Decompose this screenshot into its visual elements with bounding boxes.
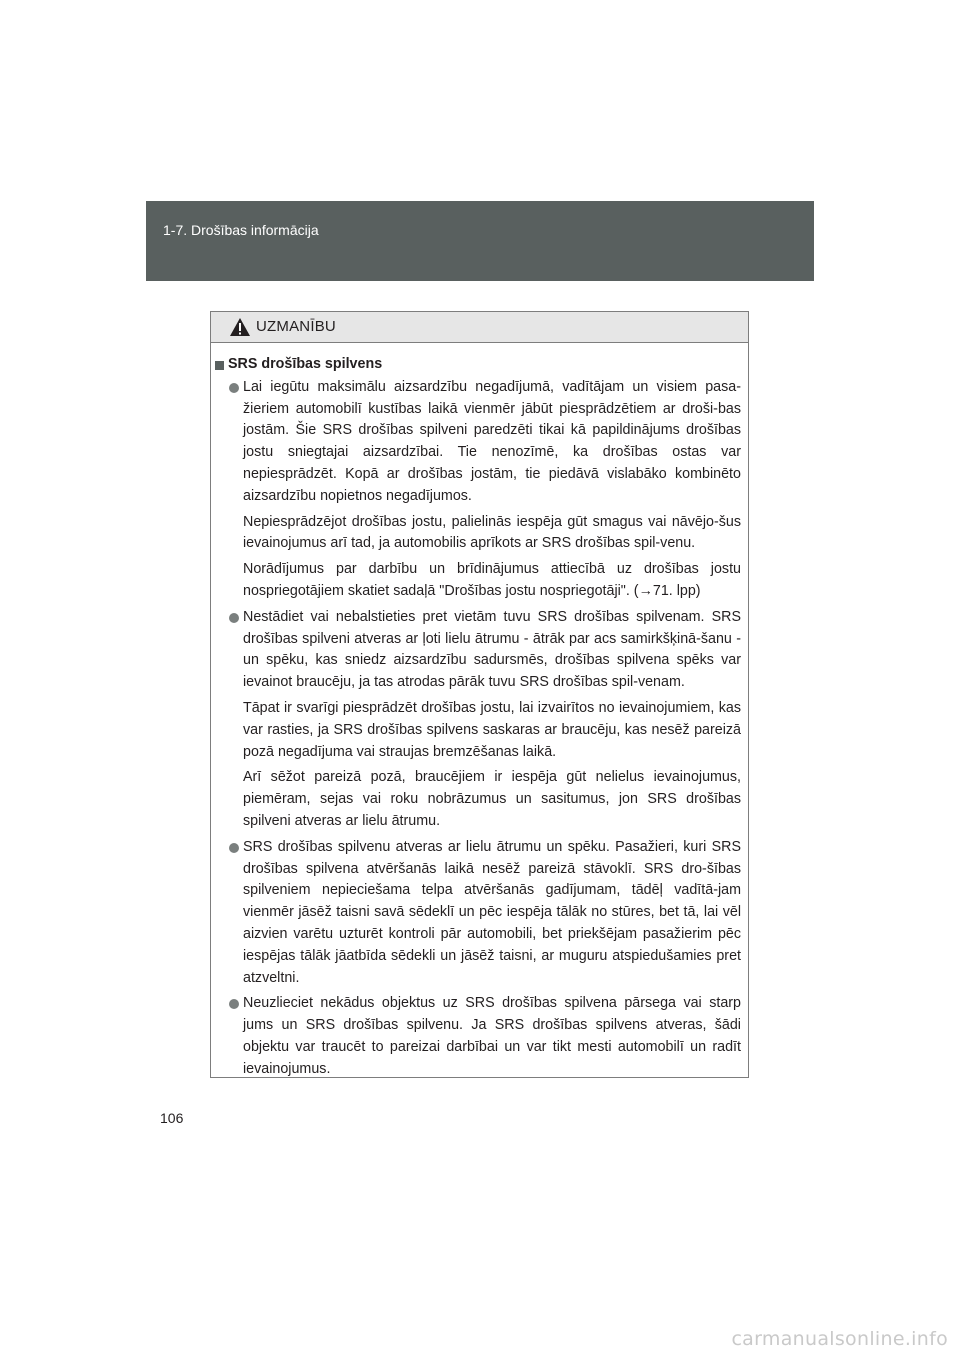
section-header (146, 201, 814, 281)
paragraph: Nestādiet vai nebalstieties pret vietām tuvu SRS drošības spilvenam. SRS drošības spilveni atveras ar ļoti lielu ātrumu - ātrāk par acs samirkšķinā-šanu - un spēku, kas sniedz aizsardzību sadursmēs, drošības spilvena spēks var ievainot braucēju, ja tas atrodas pārāk tuvu SRS drošības spil-venam. (243, 608, 741, 691)
bullet-dot-icon (229, 613, 239, 623)
warning-content (211, 343, 748, 1081)
warning-heading (215, 354, 741, 376)
bullet-dot-icon (229, 383, 239, 393)
section-title: 1-7. Drošības informācija (163, 222, 319, 238)
warning-label: UZMANĪBU (256, 318, 336, 335)
bullet-dot-icon (229, 843, 239, 853)
warning-header (211, 312, 748, 343)
bullet-item (215, 377, 741, 603)
paragraph: Lai iegūtu maksimālu aizsardzību negadījumā, vadītājam un visiem pasa-žieriem automobilī kustības laikā vienmēr jābūt piesprādzētiem ar droši-bas jostām. Šie SRS drošības spilveni paredzēti tikai kā papildinājums drošības jostu sniegtajai aizsardzībai. Tie nenozīmē, ka drošības ostas var nepiesprādzēt. Kopā ar drošības jostām, tie piedāvā vislabāko kombinēto aizsardzību nopietnos negadījumos. (243, 378, 741, 504)
warning-box (210, 311, 749, 1078)
paragraph: Neuzlieciet nekādus objektus uz SRS drošības spilvena pārsega vai starp jums un SRS drošības spilvenu. Ja SRS drošības spilvens atveras, šādi objektu var traucēt to pareizai darbībai un var tikt mesti automobilī un radīt ievainojumus. (243, 995, 741, 1077)
watermark: carmanualsonline.info (731, 1328, 948, 1350)
warning-triangle-icon (229, 317, 251, 337)
bullet-item (215, 993, 741, 1080)
paragraph: Nepiesprādzējot drošības jostu, palielinās iespēja gūt smagus vai nāvējo-šus ievainojumus arī tad, ja automobilis aprīkots ar SRS drošības spil-venu. (243, 513, 741, 552)
paragraph: Arī sēžot pareizā pozā, braucējiem ir iespēja gūt nelielus ievainojumus, piemēram, sejas vai roku nobrāzumus un sasitumus, jon SRS drošības spilveni atveras ar lielu ātrumu. (243, 769, 741, 829)
bullet-dot-icon (229, 999, 239, 1009)
bullet-item (215, 607, 741, 833)
paragraph: Tāpat ir svarīgi piesprādzēt drošības jostu, lai izvairītos no ievainojumiem, kas var rasties, ja SRS drošības spilvens saskaras ar braucēju, kas nesēž pareizā pozā negadījuma vai straujas bremzēšanas laikā. (243, 699, 741, 760)
paragraph: Norādījumus par darbību un brīdinājumus attiecībā uz drošības jostu nospriegotājiem skatiet sadaļā "Drošības jostu nospriegotāji". (→71. lpp) (243, 561, 741, 599)
paragraph: SRS drošības spilvenu atveras ar lielu ātrumu un spēku. Pasažieri, kuri SRS drošības spilvena atvēršanās laikā nesēž pareizā stāvoklī. SRS dro-šības spilveniem nepieciešama telpa atvēršanās gadījumam, tādēļ vadītā-jam vienmēr jāsēž taisni savā sēdeklī un pēc iespēja tālāk no stūres, bet tā, lai vēl aizvien varētu uzturēt kontroli pār automobili, bet priekšējam pasažierim pēc iespējas tālāk jāatbīda sēdekli un jāsēž taisni, ar muguru atspiedušamies pret atzveltni. (243, 838, 741, 986)
square-bullet-icon (215, 361, 224, 370)
warning-heading-text: SRS drošības spilvens (228, 356, 383, 372)
page-number: 106 (160, 1110, 184, 1126)
bullet-item (215, 837, 741, 990)
